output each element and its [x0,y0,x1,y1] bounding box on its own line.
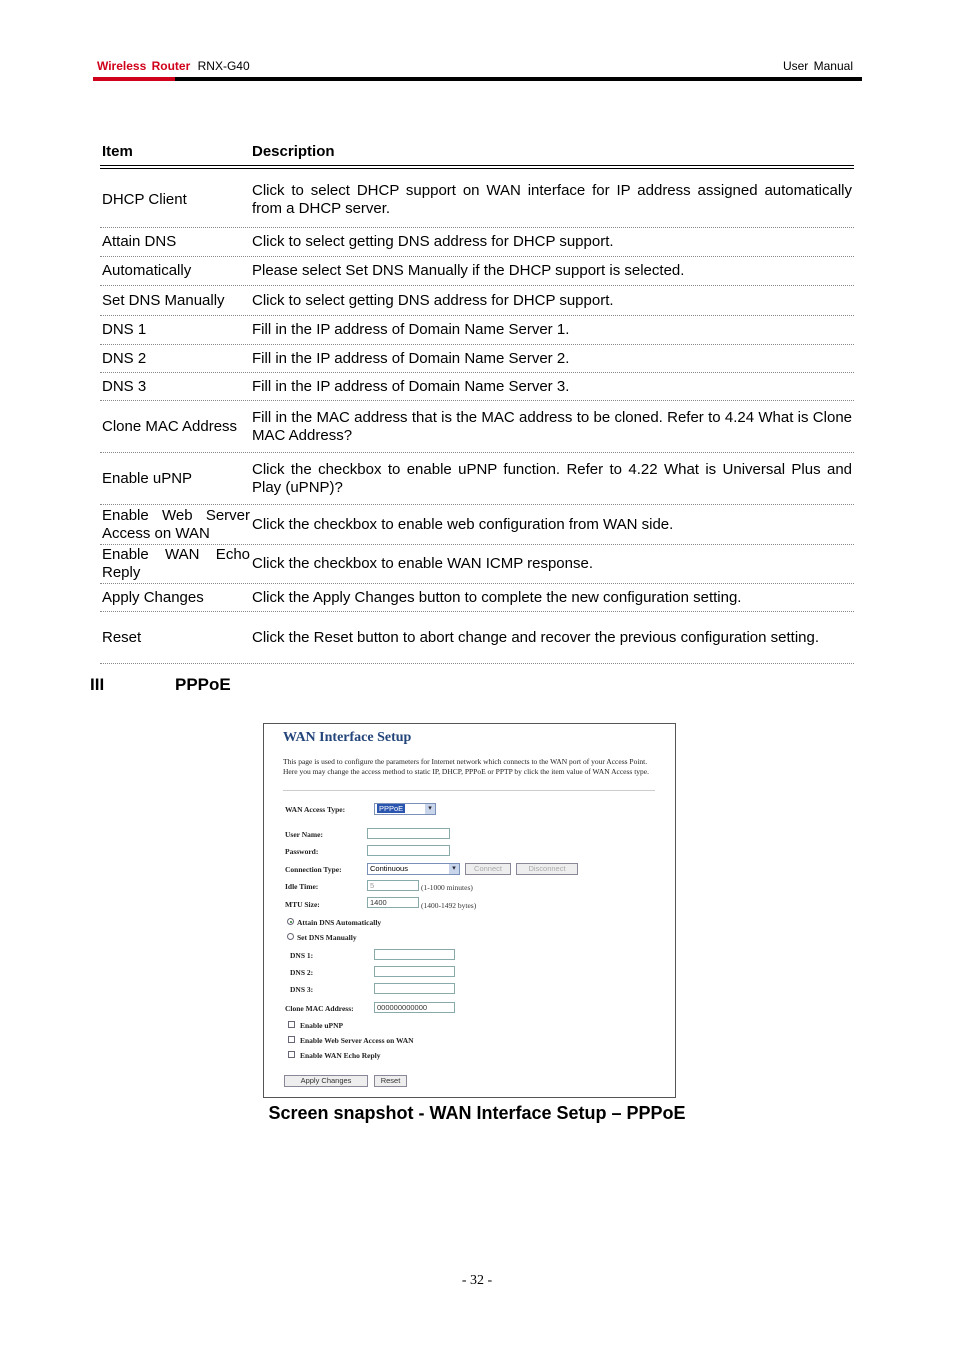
table-row [100,373,854,401]
table-row [100,345,854,373]
reset-button[interactable]: Reset [374,1075,407,1087]
section-title: PPPoE [175,675,231,694]
row-item: Set DNS Manually [102,291,225,309]
chevron-down-icon: ▾ [425,804,435,814]
row-description: Click the Apply Changes button to complete the new configuration setting. [252,588,742,606]
attain-dns-radio[interactable] [287,918,294,925]
row-description: Fill in the IP address of Domain Name Server 3. [252,377,570,395]
wan-access-type-select[interactable] [374,803,436,815]
row-item: DHCP Client [102,191,187,208]
table-row [100,505,854,545]
connection-type-select[interactable] [367,863,460,875]
dns2-label: DNS 2: [290,968,314,977]
divider [283,790,655,791]
password-input[interactable] [367,845,450,856]
table-row [100,173,854,228]
clone-mac-label: Clone MAC Address: [285,1004,354,1013]
row-item: Enable Web Server Access on WAN [102,506,250,542]
page-number: - 32 - [461,1273,493,1288]
enable-upnp-checkbox[interactable] [288,1021,295,1028]
wan-access-type-value: PPPoE [379,804,404,813]
idle-time-hint: (1-1000 minutes) [421,883,473,892]
header-rule [93,77,862,81]
wan-setup-screenshot [263,723,676,1098]
screenshot-title: WAN Interface Setup [283,730,412,745]
disconnect-button[interactable]: Disconnect [516,863,578,875]
row-description: Click to select getting DNS address for DHCP support. [252,291,614,309]
dns2-input[interactable] [374,966,455,977]
idle-time-input[interactable]: 5 [367,880,419,891]
table-row [100,228,854,257]
idle-time-label: Idle Time: [285,882,319,891]
attain-dns-label: Attain DNS Automatically [297,918,382,927]
header-rule-accent [93,77,175,81]
table-row [100,612,854,664]
dns1-label: DNS 1: [290,951,314,960]
connect-button[interactable]: Connect [465,863,511,875]
section-number: III [90,675,105,694]
wan-access-type-label: WAN Access Type: [285,805,346,814]
brand-name: Wireless Router [97,59,191,73]
set-dns-label: Set DNS Manually [297,933,357,942]
row-description: Fill in the IP address of Domain Name Server 1. [252,321,570,338]
figure-caption: Screen snapshot - WAN Interface Setup – PPPoE [268,1103,686,1123]
dns3-label: DNS 3: [290,985,314,994]
document-type: User Manual [782,59,853,73]
column-header-item: Item [102,143,133,160]
description-table [100,138,854,664]
row-description: Click the Reset button to abort change and recover the previous configuration setting. [252,628,820,646]
user-name-label: User Name: [285,830,323,839]
row-item: Enable uPNP [102,469,193,487]
row-item: DNS 3 [102,377,147,395]
table-row [100,401,854,453]
clone-mac-input[interactable]: 000000000000 [374,1002,455,1013]
enable-upnp-label: Enable uPNP [300,1021,344,1030]
row-item: Enable WAN Echo Reply [102,546,250,581]
mtu-size-hint: (1400-1492 bytes) [421,901,477,910]
column-header-description: Description [252,143,335,160]
row-description: Click the checkbox to enable WAN ICMP response. [252,555,593,572]
apply-changes-button[interactable]: Apply Changes [284,1075,368,1087]
row-item: Reset [102,628,142,646]
screenshot-description: This page is used to configure the parameters for Internet network which connects to the WAN port of your Access Point. Here you may change the access method to static IP, DHCP, PPPoE or PPTP by click the item value of WAN Access type. [283,757,649,776]
row-item: Apply Changes [102,588,204,606]
row-item: DNS 1 [102,321,147,338]
set-dns-radio[interactable] [287,933,294,940]
row-item: Automatically [102,262,192,279]
table-row [100,286,854,316]
table-row [100,545,854,584]
model-name: RNX-G40 [197,59,250,73]
mtu-size-label: MTU Size: [285,900,320,909]
dns3-input[interactable] [374,983,455,994]
row-description: Fill in the IP address of Domain Name Server 2. [252,349,570,367]
row-description: Click the checkbox to enable web configuration from WAN side. [252,515,674,533]
enable-web-access-checkbox[interactable] [288,1036,295,1043]
row-description: Click to select DHCP support on WAN interface for IP address assigned automatically from a DHCP server. [252,182,852,217]
enable-echo-reply-label: Enable WAN Echo Reply [300,1051,381,1060]
row-description: Click the checkbox to enable uPNP function. Refer to 4.22 What is Universal Plus and Play (uPNP)? [252,460,852,496]
dns1-input[interactable] [374,949,455,960]
enable-web-access-label: Enable Web Server Access on WAN [300,1036,414,1045]
user-name-input[interactable] [367,828,450,839]
row-item: Attain DNS [102,233,177,250]
row-item: DNS 2 [102,349,147,367]
table-header [100,138,854,166]
password-label: Password: [285,847,319,856]
row-description: Click to select getting DNS address for DHCP support. [252,233,614,250]
connection-type-label: Connection Type: [285,865,342,874]
row-item: Clone MAC Address [102,417,238,435]
connection-type-value: Continuous [370,864,408,873]
table-row [100,316,854,345]
table-row [100,453,854,505]
row-description: Fill in the MAC address that is the MAC address to be cloned. Refer to 4.24 What is Clone MAC Address? [252,408,852,444]
table-row [100,584,854,612]
enable-echo-reply-checkbox[interactable] [288,1051,295,1058]
row-description: Please select Set DNS Manually if the DHCP support is selected. [252,262,685,279]
chevron-down-icon: ▾ [449,864,459,874]
mtu-size-input[interactable]: 1400 [367,897,419,908]
table-row [100,257,854,286]
page-header [97,59,853,73]
